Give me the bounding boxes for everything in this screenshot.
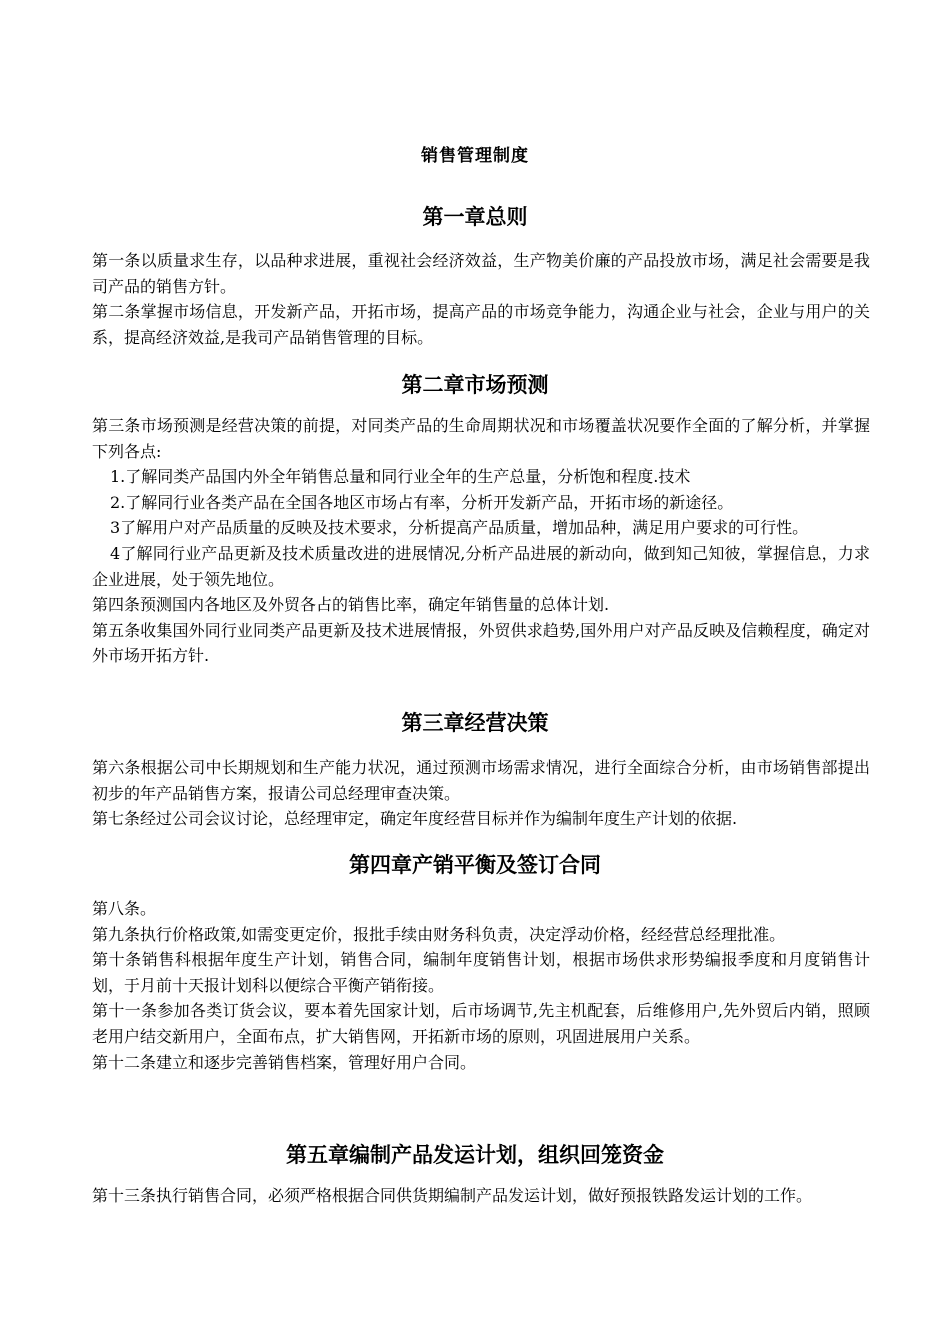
chapter-2-body <box>92 413 870 669</box>
chapter-1-heading: 第一章总则 <box>422 205 528 229</box>
chapter-3-body <box>92 755 870 832</box>
chapter-4-heading: 第四章产销平衡及签订合同 <box>349 853 601 877</box>
article-8: 第八条。 <box>92 899 157 918</box>
chapter-3-heading: 第三章经营决策 <box>401 711 549 735</box>
article-3-item-2: 2.了解同行业各类产品在全国各地区市场占有率，分析开发新产品，开拓市场的新途径。 <box>110 492 734 512</box>
article-1: 第一条以质量求生存，以品种求进展，重视社会经济效益，生产物美价廉的产品投放市场，满足社会需要是我司产品的销售方针。 <box>92 251 870 296</box>
article-4: 第四条预测国内各地区及外贸各占的销售比率，确定年销售量的总体计划. <box>92 595 610 615</box>
article-6: 第六条根据公司中长期规划和生产能力状况，通过预测市场需求情况，进行全面综合分析，由市场销售部提出初步的年产品销售方案，报请公司总经理审查决策。 <box>92 758 870 803</box>
chapter-5-body <box>92 1183 870 1209</box>
article-11: 第十一条参加各类订货会议，要本着先国家计划，后市场调节,先主机配套，后维修用户,先外贸后内销，照顾老用户结交新用户，全面布点，扩大销售网，开拓新市场的原则，巩固进展用户关系。 <box>92 1001 870 1046</box>
article-9: 第九条执行价格政策,如需变更定价，报批手续由财务科负责，决定浮动价格，经经营总经理批准。 <box>92 924 786 944</box>
article-3-item-1: 1.了解同类产品国内外全年销售总量和同行业全年的生产总量，分析饱和程度.技术 <box>110 467 691 487</box>
chapter-1-body <box>92 248 870 350</box>
article-5: 第五条收集国外同行业同类产品更新及技术进展情报，外贸供求趋势,国外用户对产品反映及信赖程度，确定对外市场开拓方针. <box>92 620 870 666</box>
article-3-item-3: 3了解用户对产品质量的反映及技术要求，分析提高产品质量，增加品种，满足用户要求的可行性。 <box>110 518 809 538</box>
article-10: 第十条销售科根据年度生产计划，销售合同，编制年度销售计划，根据市场供求形势编报季度和月度销售计划，于月前十天报计划科以便综合平衡产销衔接。 <box>92 950 870 995</box>
article-12: 第十二条建立和逐步完善销售档案，管理好用户合同。 <box>92 1052 477 1072</box>
article-3: 第三条市场预测是经营决策的前提，对同类产品的生命周期状况和市场覆盖状况要作全面的了解分析，并掌握下列各点: <box>92 416 870 461</box>
article-2: 第二条掌握市场信息，开发新产品，开拓市场，提高产品的市场竞争能力，沟通企业与社会，企业与用户的关系，提高经济效益,是我司产品销售管理的目标。 <box>92 302 870 347</box>
article-3-item-4: 4了解同行业产品更新及技术质量改进的进展情况,分析产品进展的新动向，做到知己知彼，掌握信息，力求企业进展，处于领先地位。 <box>92 543 870 589</box>
document-title: 销售管理制度 <box>421 146 529 166</box>
chapter-5-heading: 第五章编制产品发运计划，组织回笼资金 <box>286 1143 664 1167</box>
chapter-4-body <box>92 896 870 1075</box>
chapter-2-heading: 第二章市场预测 <box>401 373 549 397</box>
article-13: 第十三条执行销售合同，必须严格根据合同供货期编制产品发运计划，做好预报铁路发运计划的工作。 <box>92 1186 813 1205</box>
article-7: 第七条经过公司会议讨论，总经理审定，确定年度经营目标并作为编制年度生产计划的依据. <box>92 809 738 829</box>
